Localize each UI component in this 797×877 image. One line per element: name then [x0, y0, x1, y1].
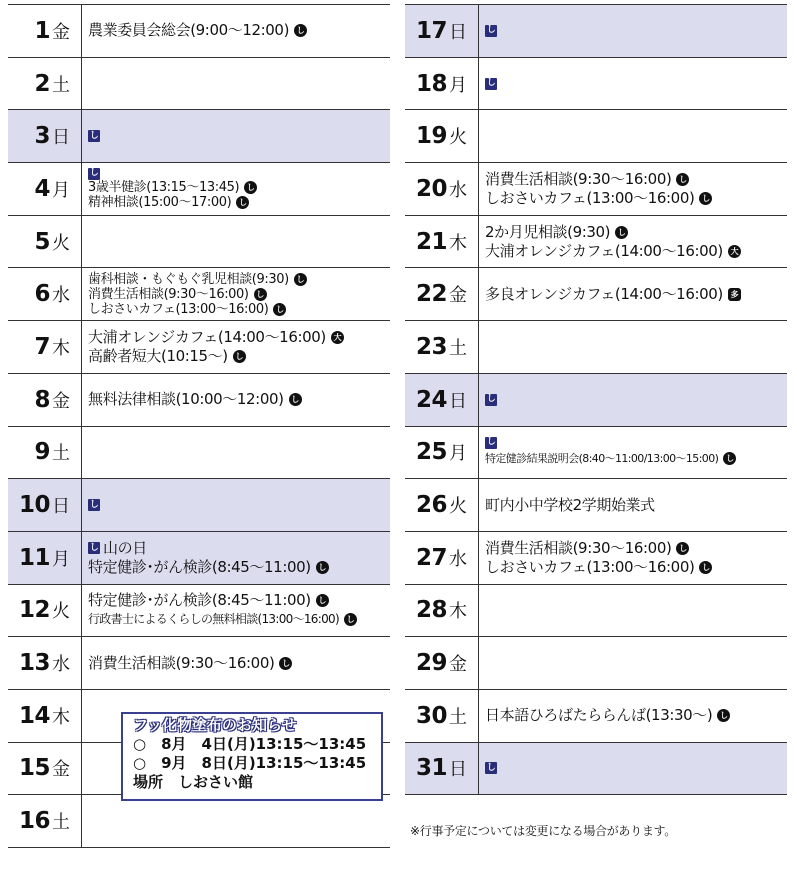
weekday: 月 [449, 74, 467, 96]
date-cell [405, 532, 479, 584]
closed-day-badge-icon: し [89, 499, 99, 510]
calendar-row [405, 743, 787, 796]
weekday: 土 [52, 443, 70, 465]
date-cell [8, 795, 82, 847]
venue-icon: し [717, 709, 730, 722]
date-cell [8, 321, 82, 373]
calendar-right-column [405, 4, 787, 795]
notice-line-2: ○ 9月 8日(月)13:15～13:45 [133, 754, 367, 772]
date-cell [405, 690, 479, 742]
day-number: 20 [415, 175, 447, 202]
event-line [485, 496, 785, 515]
calendar-row [405, 268, 787, 321]
calendar-row [8, 216, 390, 269]
day-number: 21 [415, 228, 447, 255]
day-number: 4 [34, 175, 50, 202]
event-text: しおさいカフェ(13:00～16:00) [485, 557, 695, 576]
calendar-row [405, 585, 787, 638]
calendar-row [405, 58, 787, 111]
event-text: 消費生活相談(9:30～16:00) [88, 653, 275, 672]
event-line [485, 189, 785, 208]
weekday: 日 [449, 759, 467, 781]
day-number: 24 [415, 386, 447, 413]
events-cell [88, 268, 388, 320]
event-text: 2か月児相談(9:30) [485, 222, 611, 241]
date-cell [8, 479, 82, 531]
day-number: 31 [415, 755, 447, 782]
venue-icon: し [294, 24, 307, 37]
events-cell [88, 321, 388, 373]
day-number: 28 [415, 597, 447, 624]
weekday: 土 [449, 706, 467, 728]
date-cell [405, 479, 479, 531]
events-cell [485, 585, 785, 637]
event-line [88, 272, 388, 287]
weekday: 土 [52, 812, 70, 834]
event-line [88, 347, 388, 366]
venue-icon: し [294, 273, 307, 286]
weekday: 水 [52, 285, 70, 307]
weekday: 水 [449, 548, 467, 570]
day-number: 14 [18, 702, 50, 729]
calendar-row [8, 163, 390, 216]
event-text: 大浦オレンジカフェ(14:00～16:00) [88, 327, 326, 346]
day-number: 30 [415, 702, 447, 729]
closed-day-badge-icon: し [486, 394, 496, 405]
date-cell [8, 374, 82, 426]
events-cell [485, 637, 785, 689]
date-cell [405, 110, 479, 162]
date-cell [405, 743, 479, 795]
weekday: 木 [449, 601, 467, 623]
weekday: 水 [52, 654, 70, 676]
event-line [485, 449, 785, 468]
calendar-row [8, 268, 390, 321]
calendar-row [405, 216, 787, 269]
event-line [88, 591, 388, 610]
event-text: 精神相談(15:00～17:00) [88, 194, 232, 210]
event-line [485, 285, 785, 304]
weekday: 木 [449, 232, 467, 254]
date-cell [405, 58, 479, 110]
event-line [485, 170, 785, 189]
events-cell [88, 5, 388, 57]
day-number: 13 [18, 650, 50, 677]
weekday: 月 [52, 179, 70, 201]
date-cell [405, 268, 479, 320]
calendar-row [405, 110, 787, 163]
events-cell [88, 637, 388, 689]
date-cell [405, 637, 479, 689]
day-number: 5 [34, 228, 50, 255]
day-number: 18 [415, 70, 447, 97]
venue-icon: し [254, 288, 267, 301]
day-number: 29 [415, 650, 447, 677]
calendar-row [405, 479, 787, 532]
event-line [88, 610, 388, 629]
closed-day-badge-icon: し [486, 437, 496, 448]
weekday: 日 [449, 21, 467, 43]
weekday: 日 [449, 390, 467, 412]
events-cell [485, 216, 785, 268]
date-cell [405, 585, 479, 637]
weekday: 火 [449, 496, 467, 518]
venue-icon: し [676, 173, 689, 186]
calendar-row [405, 427, 787, 480]
date-cell [8, 216, 82, 268]
day-number: 19 [415, 123, 447, 150]
closed-day-badge-icon: し [486, 78, 496, 89]
calendar-row [8, 321, 390, 374]
events-cell [485, 479, 785, 531]
event-line [485, 558, 785, 577]
calendar-row [8, 479, 390, 532]
weekday: 火 [52, 232, 70, 254]
events-cell [485, 532, 785, 584]
date-cell [8, 585, 82, 637]
calendar-row [8, 374, 390, 427]
weekday: 月 [52, 548, 70, 570]
event-text: 農業委員会総会(9:00～12:00) [88, 21, 290, 40]
calendar-row [8, 5, 390, 58]
event-text: 特定健診結果説明会(8:40～11:00/13:00～15:00) [485, 451, 719, 465]
events-cell [88, 110, 388, 162]
day-number: 26 [415, 492, 447, 519]
date-cell [8, 532, 82, 584]
event-text: 高齢者短大(10:15～) [88, 346, 228, 365]
venue-icon: し [699, 561, 712, 574]
closed-day-badge-icon: し [89, 542, 99, 553]
event-line [88, 180, 388, 195]
date-cell [8, 163, 82, 215]
day-number: 2 [34, 70, 50, 97]
venue-icon: し [344, 613, 357, 626]
calendar-row [8, 110, 390, 163]
calendar-row [8, 585, 390, 638]
fluoride-notice-box [121, 712, 383, 801]
event-text: 山の日 [103, 538, 147, 557]
event-text: 消費生活相談(9:30～16:00) [485, 538, 672, 557]
day-number: 12 [18, 597, 50, 624]
events-cell [88, 427, 388, 479]
event-text: 特定健診･がん検診(8:45～11:00) [88, 591, 311, 610]
day-number: 7 [34, 333, 50, 360]
venue-icon: 大 [728, 245, 741, 258]
calendar-row [8, 637, 390, 690]
date-cell [8, 268, 82, 320]
event-text: 3歳半健診(13:15～13:45) [88, 179, 240, 195]
event-text: 多良オレンジカフェ(14:00～16:00) [485, 284, 723, 303]
event-text: しおさいカフェ(13:00～16:00) [88, 301, 269, 317]
weekday: 月 [449, 443, 467, 465]
calendar-row [8, 58, 390, 111]
day-number: 27 [415, 544, 447, 571]
events-cell [88, 479, 388, 531]
date-cell [8, 743, 82, 795]
calendar-row [8, 532, 390, 585]
event-line [88, 558, 388, 577]
closed-day-badge-icon: し [486, 25, 496, 36]
event-line [88, 21, 388, 40]
date-cell [8, 110, 82, 162]
event-text: 特定健診･がん検診(8:45～11:00) [88, 557, 311, 576]
date-cell [8, 690, 82, 742]
event-line [88, 287, 388, 302]
day-number: 15 [18, 755, 50, 782]
day-number: 6 [34, 281, 50, 308]
event-line [88, 195, 388, 210]
day-number: 10 [18, 492, 50, 519]
weekday: 木 [52, 337, 70, 359]
event-line [88, 302, 388, 317]
date-cell [8, 427, 82, 479]
event-text: 無料法律相談(10:00～12:00) [88, 390, 284, 409]
weekday: 日 [52, 496, 70, 518]
notice-line-1: ○ 8月 4日(月)13:15～13:45 [133, 735, 367, 753]
closed-day-badge-icon: し [486, 762, 496, 773]
venue-icon: し [615, 226, 628, 239]
weekday: 火 [52, 601, 70, 623]
weekday: 日 [52, 127, 70, 149]
calendar-row [405, 532, 787, 585]
calendar-row [405, 321, 787, 374]
events-cell [485, 374, 785, 426]
date-cell [8, 58, 82, 110]
events-cell [485, 58, 785, 110]
venue-icon: し [316, 561, 329, 574]
venue-icon: し [279, 657, 292, 670]
weekday: 土 [52, 74, 70, 96]
event-line [485, 706, 785, 725]
closed-day-badge-icon: し [89, 168, 99, 179]
events-cell [485, 268, 785, 320]
date-cell [405, 216, 479, 268]
events-cell [88, 216, 388, 268]
date-cell [8, 5, 82, 57]
venue-icon: し [289, 393, 302, 406]
calendar-row [8, 795, 390, 848]
events-cell [485, 321, 785, 373]
venue-icon: 多 [728, 288, 741, 301]
event-text: 日本語ひろばたららんば(13:30～) [485, 706, 713, 725]
day-number: 3 [34, 123, 50, 150]
day-number: 25 [415, 439, 447, 466]
event-text: 歯科相談・もぐもぐ乳児相談(9:30) [88, 271, 289, 287]
weekday: 金 [52, 759, 70, 781]
event-text: 消費生活相談(9:30～16:00) [88, 286, 249, 302]
events-cell [485, 5, 785, 57]
day-number: 11 [18, 544, 50, 571]
event-line [88, 328, 388, 347]
events-cell [88, 795, 388, 847]
date-cell [405, 321, 479, 373]
events-cell [88, 374, 388, 426]
venue-icon: し [316, 594, 329, 607]
date-cell [8, 637, 82, 689]
weekday: 金 [449, 654, 467, 676]
events-cell [485, 110, 785, 162]
events-cell [485, 427, 785, 479]
weekday: 土 [449, 337, 467, 359]
event-line [88, 539, 388, 558]
event-line [485, 539, 785, 558]
day-number: 23 [415, 333, 447, 360]
weekday: 木 [52, 706, 70, 728]
weekday: 金 [449, 285, 467, 307]
venue-icon: し [236, 196, 249, 209]
calendar-row [405, 5, 787, 58]
date-cell [405, 427, 479, 479]
venue-icon: し [699, 192, 712, 205]
calendar-row [405, 690, 787, 743]
event-text: 大浦オレンジカフェ(14:00～16:00) [485, 241, 723, 260]
day-number: 17 [415, 17, 447, 44]
closed-day-badge-icon: し [89, 130, 99, 141]
date-cell [405, 374, 479, 426]
venue-icon: し [233, 350, 246, 363]
event-text: 行政書士によるくらしの無料相談(13:00～16:00) [88, 612, 339, 627]
event-text: 町内小中学校2学期始業式 [485, 495, 655, 514]
day-number: 22 [415, 281, 447, 308]
event-line [88, 654, 388, 673]
weekday: 金 [52, 21, 70, 43]
notice-line-3: 場所 しおさい館 [133, 773, 254, 791]
events-cell [88, 58, 388, 110]
events-cell [88, 532, 388, 584]
event-line [88, 390, 388, 409]
events-cell [88, 585, 388, 637]
date-cell [405, 163, 479, 215]
calendar-row [405, 374, 787, 427]
day-number: 8 [34, 386, 50, 413]
day-number: 9 [34, 439, 50, 466]
calendar-row [8, 427, 390, 480]
weekday: 火 [449, 127, 467, 149]
venue-icon: し [244, 181, 257, 194]
events-cell [485, 743, 785, 795]
footnote: ※行事予定については変更になる場合があります。 [410, 824, 676, 838]
events-cell [485, 690, 785, 742]
weekday: 金 [52, 390, 70, 412]
venue-icon: 大 [331, 331, 344, 344]
venue-icon: し [273, 303, 286, 316]
events-cell [485, 163, 785, 215]
event-text: しおさいカフェ(13:00～16:00) [485, 188, 695, 207]
event-line [485, 242, 785, 261]
event-text: 消費生活相談(9:30～16:00) [485, 169, 672, 188]
venue-icon: し [676, 542, 689, 555]
day-number: 1 [34, 17, 50, 44]
date-cell [405, 5, 479, 57]
notice-title: フッ化物塗布のお知らせ [133, 716, 297, 734]
event-line [485, 223, 785, 242]
weekday: 水 [449, 179, 467, 201]
calendar-row [405, 163, 787, 216]
venue-icon: し [723, 452, 736, 465]
calendar-row [405, 637, 787, 690]
day-number: 16 [18, 808, 50, 835]
events-cell [88, 163, 388, 215]
